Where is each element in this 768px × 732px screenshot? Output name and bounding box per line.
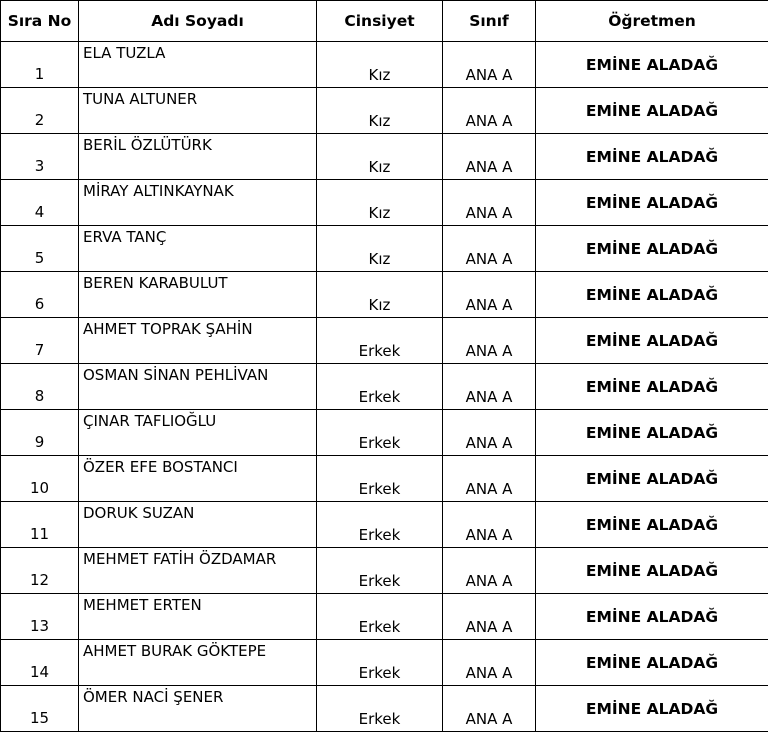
gender-cell: Erkek bbox=[317, 548, 443, 594]
table-row bbox=[1, 134, 768, 180]
teacher-cell: EMİNE ALADAĞ bbox=[536, 134, 768, 180]
row-number: 9 bbox=[1, 410, 79, 456]
teacher-cell: EMİNE ALADAĞ bbox=[536, 640, 768, 686]
class-cell: ANA A bbox=[443, 88, 536, 134]
gender-cell: Erkek bbox=[317, 364, 443, 410]
header-row bbox=[1, 1, 768, 42]
student-name: ERVA TANÇ bbox=[79, 226, 317, 272]
student-name: MEHMET FATİH ÖZDAMAR bbox=[79, 548, 317, 594]
class-cell: ANA A bbox=[443, 410, 536, 456]
class-cell: ANA A bbox=[443, 272, 536, 318]
student-name: MİRAY ALTINKAYNAK bbox=[79, 180, 317, 226]
gender-cell: Kız bbox=[317, 180, 443, 226]
student-name: TUNA ALTUNER bbox=[79, 88, 317, 134]
row-number: 2 bbox=[1, 88, 79, 134]
table-row bbox=[1, 640, 768, 686]
gender-cell: Kız bbox=[317, 42, 443, 88]
row-number: 1 bbox=[1, 42, 79, 88]
row-number: 5 bbox=[1, 226, 79, 272]
row-number: 13 bbox=[1, 594, 79, 640]
class-cell: ANA A bbox=[443, 456, 536, 502]
gender-cell: Kız bbox=[317, 134, 443, 180]
class-cell: ANA A bbox=[443, 502, 536, 548]
row-number: 6 bbox=[1, 272, 79, 318]
teacher-cell: EMİNE ALADAĞ bbox=[536, 594, 768, 640]
table-row bbox=[1, 594, 768, 640]
teacher-cell: EMİNE ALADAĞ bbox=[536, 318, 768, 364]
row-number: 4 bbox=[1, 180, 79, 226]
class-cell: ANA A bbox=[443, 686, 536, 732]
row-number: 14 bbox=[1, 640, 79, 686]
gender-cell: Erkek bbox=[317, 594, 443, 640]
table-row bbox=[1, 318, 768, 364]
teacher-cell: EMİNE ALADAĞ bbox=[536, 410, 768, 456]
gender-cell: Erkek bbox=[317, 318, 443, 364]
gender-cell: Erkek bbox=[317, 640, 443, 686]
class-cell: ANA A bbox=[443, 640, 536, 686]
table-row bbox=[1, 272, 768, 318]
teacher-cell: EMİNE ALADAĞ bbox=[536, 686, 768, 732]
student-name: ÖMER NACİ ŞENER bbox=[79, 686, 317, 732]
teacher-cell: EMİNE ALADAĞ bbox=[536, 180, 768, 226]
gender-cell: Kız bbox=[317, 272, 443, 318]
gender-cell: Erkek bbox=[317, 686, 443, 732]
student-name: ELA TUZLA bbox=[79, 42, 317, 88]
header-name: Adı Soyadı bbox=[79, 1, 317, 42]
table-row bbox=[1, 226, 768, 272]
table-row bbox=[1, 548, 768, 594]
student-name: BEREN KARABULUT bbox=[79, 272, 317, 318]
class-cell: ANA A bbox=[443, 548, 536, 594]
student-name: AHMET TOPRAK ŞAHİN bbox=[79, 318, 317, 364]
table-row bbox=[1, 180, 768, 226]
teacher-cell: EMİNE ALADAĞ bbox=[536, 226, 768, 272]
header-teacher: Öğretmen bbox=[536, 1, 768, 42]
table-row bbox=[1, 42, 768, 88]
table-row bbox=[1, 364, 768, 410]
row-number: 3 bbox=[1, 134, 79, 180]
student-name: AHMET BURAK GÖKTEPE bbox=[79, 640, 317, 686]
class-cell: ANA A bbox=[443, 42, 536, 88]
teacher-cell: EMİNE ALADAĞ bbox=[536, 456, 768, 502]
class-cell: ANA A bbox=[443, 134, 536, 180]
header-gender: Cinsiyet bbox=[317, 1, 443, 42]
table-row bbox=[1, 410, 768, 456]
table-row bbox=[1, 456, 768, 502]
gender-cell: Erkek bbox=[317, 502, 443, 548]
teacher-cell: EMİNE ALADAĞ bbox=[536, 364, 768, 410]
row-number: 8 bbox=[1, 364, 79, 410]
teacher-cell: EMİNE ALADAĞ bbox=[536, 548, 768, 594]
row-number: 10 bbox=[1, 456, 79, 502]
gender-cell: Erkek bbox=[317, 410, 443, 456]
row-number: 15 bbox=[1, 686, 79, 732]
gender-cell: Kız bbox=[317, 226, 443, 272]
table-row bbox=[1, 502, 768, 548]
row-number: 12 bbox=[1, 548, 79, 594]
teacher-cell: EMİNE ALADAĞ bbox=[536, 88, 768, 134]
table-row bbox=[1, 686, 768, 732]
student-name: ÖZER EFE BOSTANCI bbox=[79, 456, 317, 502]
row-number: 7 bbox=[1, 318, 79, 364]
student-name: OSMAN SİNAN PEHLİVAN bbox=[79, 364, 317, 410]
teacher-cell: EMİNE ALADAĞ bbox=[536, 272, 768, 318]
table-row bbox=[1, 88, 768, 134]
row-number: 11 bbox=[1, 502, 79, 548]
student-name: BERİL ÖZLÜTÜRK bbox=[79, 134, 317, 180]
student-name: MEHMET ERTEN bbox=[79, 594, 317, 640]
teacher-cell: EMİNE ALADAĞ bbox=[536, 502, 768, 548]
gender-cell: Kız bbox=[317, 88, 443, 134]
student-name: DORUK SUZAN bbox=[79, 502, 317, 548]
class-cell: ANA A bbox=[443, 318, 536, 364]
class-cell: ANA A bbox=[443, 594, 536, 640]
header-class: Sınıf bbox=[443, 1, 536, 42]
header-no: Sıra No bbox=[1, 1, 79, 42]
teacher-cell: EMİNE ALADAĞ bbox=[536, 42, 768, 88]
class-cell: ANA A bbox=[443, 364, 536, 410]
class-cell: ANA A bbox=[443, 226, 536, 272]
gender-cell: Erkek bbox=[317, 456, 443, 502]
student-name: ÇINAR TAFLIOĞLU bbox=[79, 410, 317, 456]
class-cell: ANA A bbox=[443, 180, 536, 226]
